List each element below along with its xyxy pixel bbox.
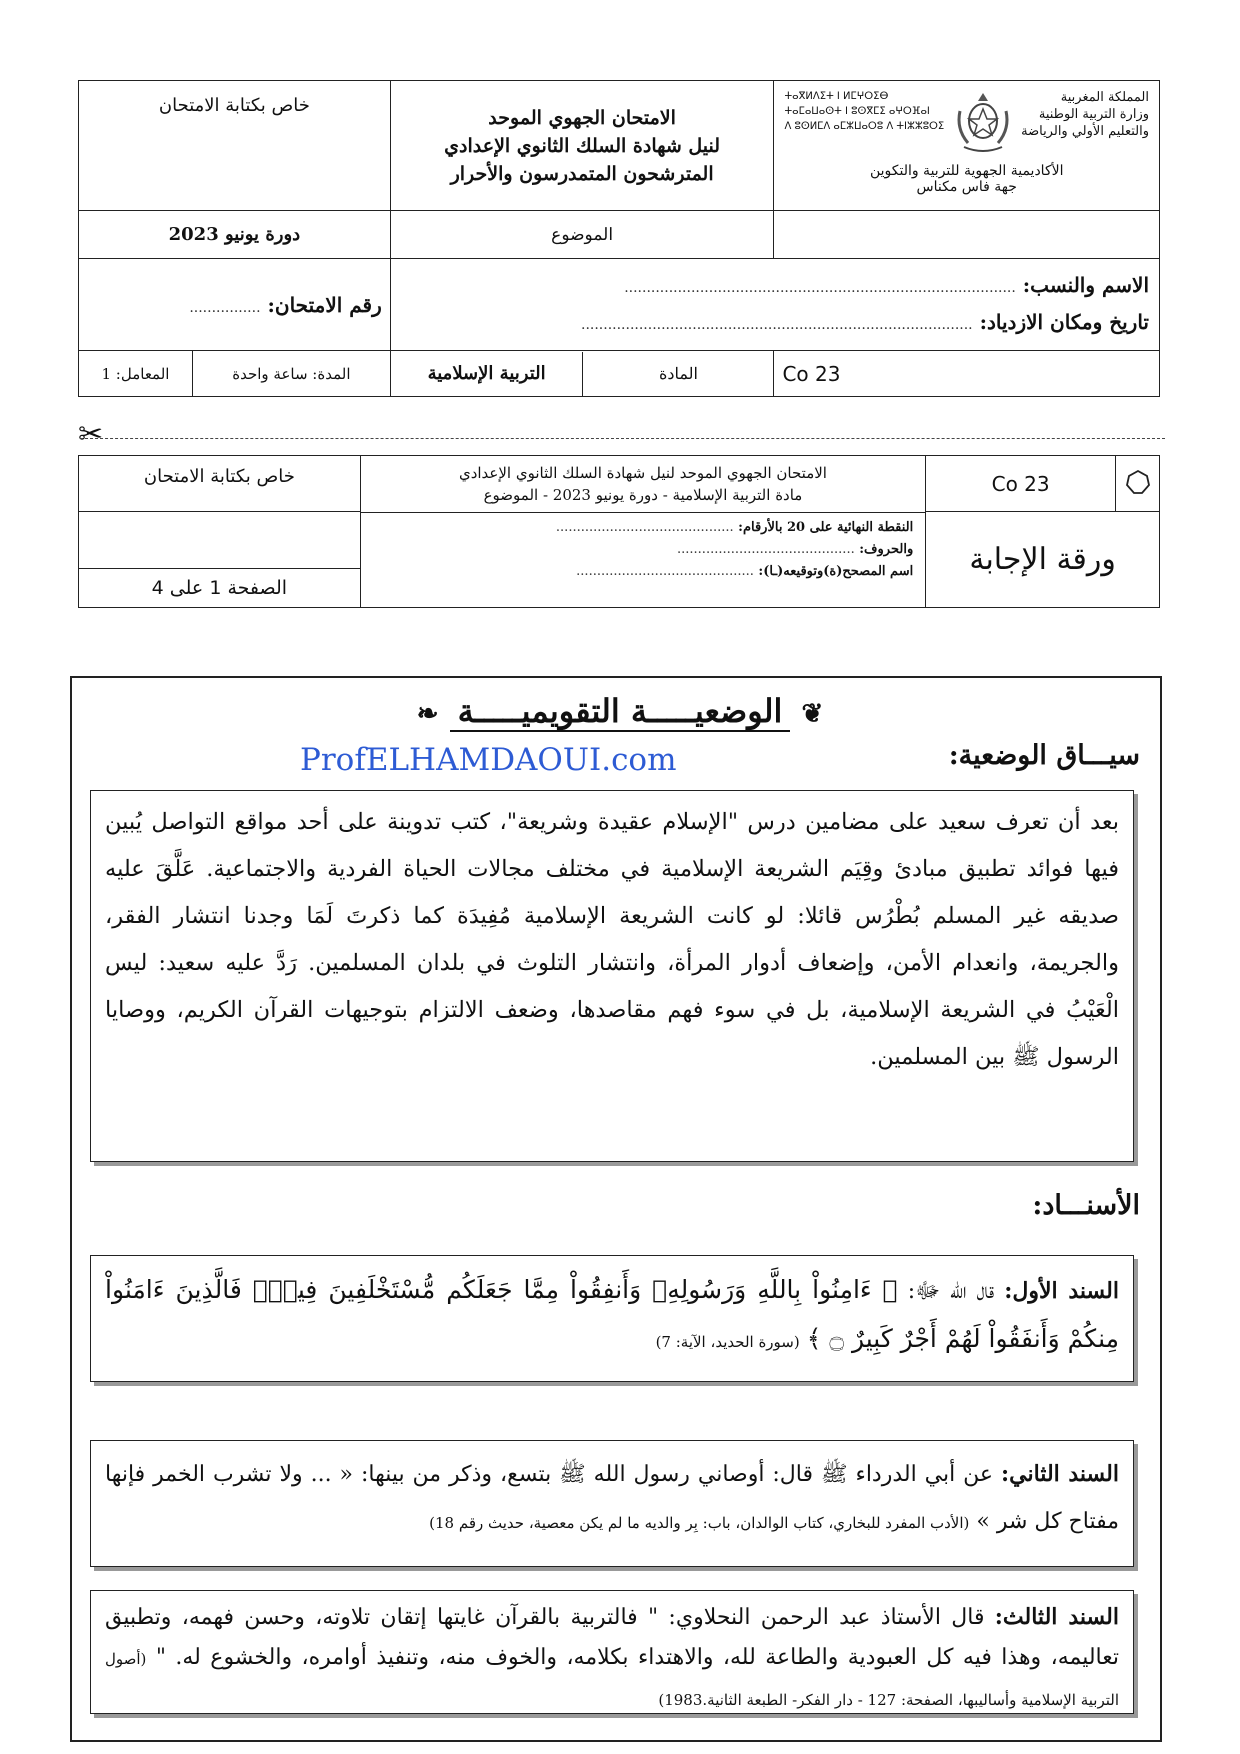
answer-code: Co 23 bbox=[991, 471, 1050, 496]
title-text: الوضعيـــــة التقويميـــــة bbox=[450, 692, 791, 732]
header-table bbox=[78, 80, 1160, 397]
support-3-text: قال الأستاذ عبد الرحمن النحلاوي: " فالتربية بالقرآن غايتها إتقان تلاوته، وحسن فهمه، وتطبيق تعاليمه، وهذا فيه كل العبودية والطاعة لله، والاهتداء بكلامه، والخوف منه، وتنفيذ أوامره، والخشوع له. " bbox=[105, 1605, 1119, 1670]
answer-exam-line: مادة التربية الإسلامية - دورة يونيو 2023 - الموضوع bbox=[483, 486, 803, 504]
answer-title: ورقة الإجابة bbox=[969, 542, 1116, 577]
code-label: Co 23 bbox=[782, 361, 841, 386]
grade-digits-dots[interactable]: ........................................... bbox=[555, 520, 734, 535]
exam-title-line: لنيل شهادة السلك الثانوي الإعدادي bbox=[444, 134, 721, 157]
page-title bbox=[0, 692, 1240, 730]
tifinagh-line: ⴷ ⵓⵙⵍⵎⴷ ⴰⵎⵣⵡⴰⵔⵓ ⴷ ⵜⵏⵣⵣⵓⵔⵉ bbox=[784, 121, 945, 132]
ministry-block bbox=[1021, 89, 1149, 140]
tifinagh-block bbox=[784, 89, 944, 134]
name-label: الاسم والنسب: bbox=[1022, 272, 1149, 297]
coefficient-label: المعامل: 1 bbox=[101, 364, 170, 383]
answer-sheet-icon-cell bbox=[1116, 456, 1160, 512]
reserved-cell bbox=[79, 81, 391, 211]
institution-cell-bottom bbox=[774, 211, 1160, 259]
exam-number-label: رقم الامتحان: bbox=[267, 292, 382, 317]
support-3-reference: (أصول التربية الإسلامية وأساليبها، الصفحة: 127 - دار الفكر- الطبعة الثانية.1983) bbox=[105, 1650, 1119, 1709]
exam-number-cell bbox=[79, 259, 391, 351]
answer-page-cell bbox=[79, 512, 361, 608]
matter-label: المادة bbox=[582, 352, 773, 396]
grade-letters-dots[interactable]: ........................................... bbox=[677, 542, 855, 557]
ministry-line: المملكة المغربية bbox=[1060, 90, 1149, 105]
tifinagh-line: ⵜⴰⵎⴰⵡⴰⵙⵜ ⵏ ⵓⵙⴳⵎⵉ ⴰⵖⵔⴼⴰⵏ bbox=[784, 106, 930, 117]
name-dots[interactable]: ........................................................................................ bbox=[624, 279, 1016, 296]
corrector-label: اسم المصحح(ة)وتوقيعه(ـا): bbox=[758, 564, 914, 579]
candidate-cell bbox=[390, 259, 1159, 351]
scissors-icon: ✂ bbox=[78, 417, 104, 452]
support-2-reference: (الأدب المفرد للبخاري، كتاب الوالدان، باب: بِر والديه ما لم يكن معصية، حديث رقم 18) bbox=[429, 1514, 970, 1532]
ministry-line: والتعليم الأولي والرياضة bbox=[1021, 124, 1149, 139]
support-3-label: السند الثالث: bbox=[994, 1604, 1119, 1630]
support-2-box bbox=[90, 1440, 1134, 1567]
support-1-box bbox=[90, 1255, 1134, 1382]
matter-row-cell bbox=[390, 351, 774, 397]
context-box bbox=[90, 790, 1134, 1162]
support-1-intro: قال الله ﷻ: bbox=[907, 1279, 995, 1304]
context-text: بعد أن تعرف سعيد على مضامين درس "الإسلام عقيدة وشريعة"، كتب تدوينة على أحد مواقع التواصل يُبين فيها فوائد تطبيق مبادئ وقِيَم الشريعة الإسلامية في مختلف مجالات الحياة الفردية والاجتماعية. عَلَّقَ عليه صديقه غير المسلم بُطْرُس قائلا: لو كانت الشريعة الإسلامية مُفِيدَة كما ذكرتَ لَمَا وجدنا انتشار الفقر، والجريمة، وانعدام الأمن، وإضعاف أدوار المرأة، وانتشار التلوث في بلدان المسلمين. رَدَّ عليه سعيد: ليس الْعَيْبُ في الشريعة الإسلامية، بل في سوء فهم مقاصدها، وضعف الالتزام بتوجيهات القرآن الكريم، ووصايا الرسول ﷺ بين المسلمين. bbox=[105, 809, 1119, 1070]
institution-cell bbox=[774, 81, 1160, 211]
answer-sheet-table bbox=[78, 455, 1160, 608]
answer-title-cell bbox=[926, 512, 1160, 608]
stamp-icon bbox=[1125, 469, 1151, 495]
subject-cell bbox=[390, 211, 774, 259]
subject-word: الموضوع bbox=[551, 224, 614, 245]
support-2-text: عن أبي الدرداء ﷺ قال: أوصاني رسول الله ﷺ بتسع، وذكر من بينها: « ... ولا تشرب الخمر فإنها مفتاح كل شر » bbox=[105, 1462, 1119, 1534]
answer-reserved-label: خاص بكتابة الامتحان bbox=[143, 466, 295, 487]
corrector-dots[interactable]: ........................................... bbox=[576, 564, 754, 579]
ministry-line: وزارة التربية الوطنية bbox=[1038, 107, 1149, 122]
answer-exam-cell bbox=[360, 456, 925, 608]
cut-line bbox=[80, 438, 1165, 439]
grade-digits-label: النقطة النهائية على 20 بالأرقام: bbox=[738, 520, 914, 535]
exam-title-cell bbox=[390, 81, 774, 211]
answer-exam-line: الامتحان الجهوي الموحد لنيل شهادة السلك الثانوي الإعدادي bbox=[458, 464, 827, 482]
support-3-box bbox=[90, 1590, 1134, 1714]
answer-code-cell bbox=[926, 456, 1116, 512]
title-deco-left: ❧ bbox=[416, 699, 439, 729]
support-1-reference: (سورة الحديد، الآية: 7) bbox=[655, 1333, 800, 1351]
context-heading: سيـــاق الوضعية: bbox=[948, 740, 1140, 771]
title-deco-right: ❦ bbox=[801, 699, 824, 729]
exam-title-line: المترشحون المتمدرسون والأحرار bbox=[450, 162, 714, 185]
grade-letters-label: والحروف: bbox=[859, 542, 914, 557]
support-1-label: السند الأول: bbox=[1004, 1278, 1119, 1304]
region-name: جهة فاس مكناس bbox=[916, 179, 1017, 195]
reserved-label: خاص بكتابة الامتحان bbox=[158, 95, 310, 116]
duration-cell bbox=[192, 351, 390, 397]
birth-dots[interactable]: ........................................................................................ bbox=[581, 316, 973, 333]
answer-reserved-cell bbox=[79, 456, 361, 512]
exam-number-dots[interactable]: ................ bbox=[189, 299, 261, 316]
coefficient-cell bbox=[79, 351, 193, 397]
session-cell bbox=[79, 211, 391, 259]
birth-label: تاريخ ومكان الازدياد: bbox=[979, 309, 1149, 334]
exam-title-line: الامتحان الجهوي الموحد bbox=[488, 106, 676, 129]
academy-name: الأكاديمية الجهوية للتربية والتكوين bbox=[869, 163, 1064, 179]
supports-heading: الأسنـــاد: bbox=[1032, 1190, 1140, 1221]
code-cell bbox=[774, 351, 1160, 397]
session-label: دورة يونيو 2023 bbox=[168, 224, 301, 245]
support-2-label: السند الثاني: bbox=[1001, 1461, 1119, 1487]
watermark-text: ProfELHAMDAOUI.com bbox=[300, 742, 677, 778]
matter-name: التربية الإسلامية bbox=[427, 363, 546, 384]
royal-emblem-icon bbox=[954, 89, 1012, 159]
page-number: الصفحة 1 على 4 bbox=[151, 577, 288, 599]
duration-label: المدة: ساعة واحدة bbox=[232, 364, 351, 383]
support-1-quran: ﴿ ءَامِنُواْ بِاللَّهِ وَرَسُولِهِۦ وَأَنفِقُواْ مِمَّا جَعَلَكُم مُّسْتَخْلَفِينَ فِيهِۖ فَالَّذِينَ ءَامَنُواْ مِنكُمْ وَأَنفَقُواْ لَهُمْ أَجْرٌ كَبِيرٌ ۝ ﴾ bbox=[105, 1275, 1119, 1353]
tifinagh-line: ⵜⴰⴳⵍⴷⵉⵜ ⵏ ⵍⵎⵖⵔⵉⴱ bbox=[784, 91, 889, 102]
